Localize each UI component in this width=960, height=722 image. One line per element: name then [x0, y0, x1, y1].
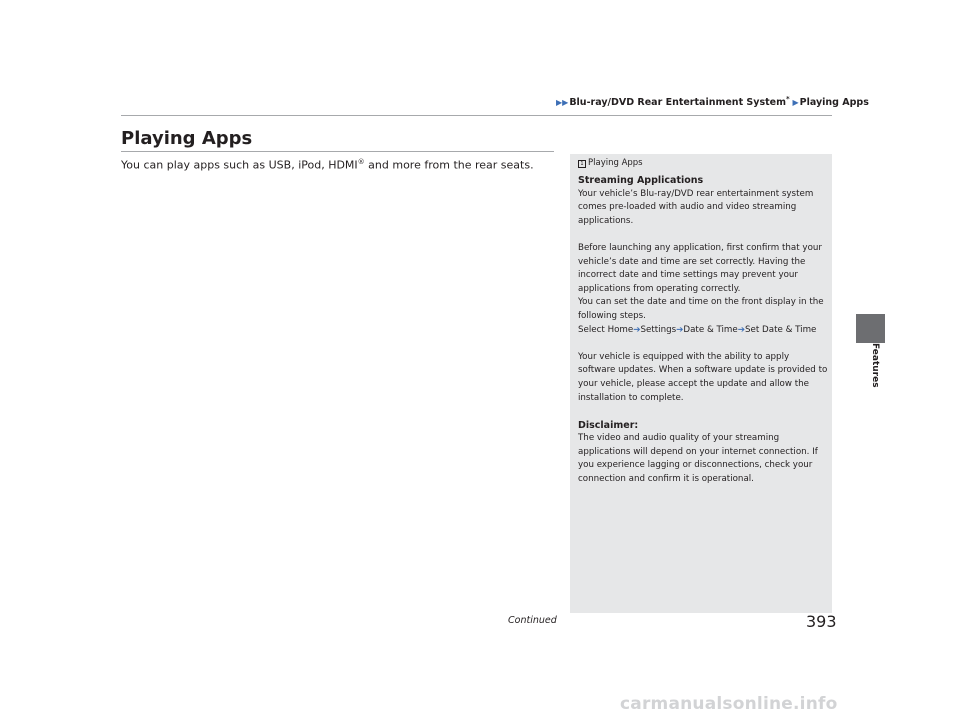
chapter-label: [862, 343, 882, 405]
note-marker-icon: 1: [578, 160, 586, 168]
registered-mark: ®: [357, 158, 365, 166]
intro-text: [121, 155, 561, 173]
arrow-right-icon: ➔: [676, 324, 684, 335]
breadcrumb-section[interactable]: Blu-ray/DVD Rear Entertainment System: [569, 97, 786, 108]
menu-path: [578, 324, 828, 338]
note-paragraph: Your vehicle is equipped with the ability to apply software updates. When a software update is provided to your vehicle, please accept the update and allow the installation to complete.: [578, 351, 828, 403]
note-paragraph: The video and audio quality of your streaming applications will depend on your internet connection. If you experience lagging or disconnections, check your connection and confirm it is operational.: [578, 433, 818, 485]
note-heading-disclaimer: Disclaimer:: [578, 419, 639, 431]
watermark: carmanualsonline.info: [620, 694, 838, 714]
chapter-tab: [856, 314, 885, 343]
note-header-label: Playing Apps: [588, 158, 643, 168]
note-paragraph: Before launching any application, first confirm that your vehicle’s date and time are set correctly. Having the incorrect date and time settings may prevent your applications from operating correctly.: [578, 242, 822, 294]
note-heading-streaming: Streaming Applications: [578, 175, 704, 186]
continued-label: Continued: [508, 615, 557, 626]
breadcrumb-page: Playing Apps: [799, 97, 869, 108]
page-title: Playing Apps: [121, 128, 253, 149]
intro-text-before: You can play apps such as USB, iPod, HDMI: [121, 158, 358, 172]
double-arrow-icon: ▶▶: [556, 98, 569, 107]
menu-path-prefix: Select: [578, 324, 608, 335]
menu-step-date-time: Date & Time: [683, 324, 738, 335]
note-panel: [570, 154, 832, 613]
arrow-icon: ▶: [789, 98, 799, 107]
header-divider: [121, 115, 832, 116]
page-number: 393: [806, 612, 837, 631]
title-divider: [121, 151, 554, 152]
chapter-label-text: Features: [870, 343, 880, 388]
footnote-star: *: [786, 95, 790, 103]
menu-step-home: Home: [607, 324, 634, 335]
note-body: [578, 174, 828, 500]
menu-step-set-date-time: Set Date & Time: [745, 324, 817, 335]
arrow-right-icon: ➔: [737, 324, 746, 335]
arrow-right-icon: ➔: [633, 324, 641, 335]
note-paragraph: You can set the date and time on the front display in the following steps.: [578, 297, 824, 321]
note-paragraph: Your vehicle’s Blu-ray/DVD rear entertainment system comes pre-loaded with audio and video streaming applications.: [578, 188, 814, 226]
breadcrumb: [556, 92, 869, 110]
note-header: [578, 158, 643, 168]
menu-step-settings: Settings: [640, 324, 677, 335]
intro-text-after: and more from the rear seats.: [364, 158, 534, 172]
